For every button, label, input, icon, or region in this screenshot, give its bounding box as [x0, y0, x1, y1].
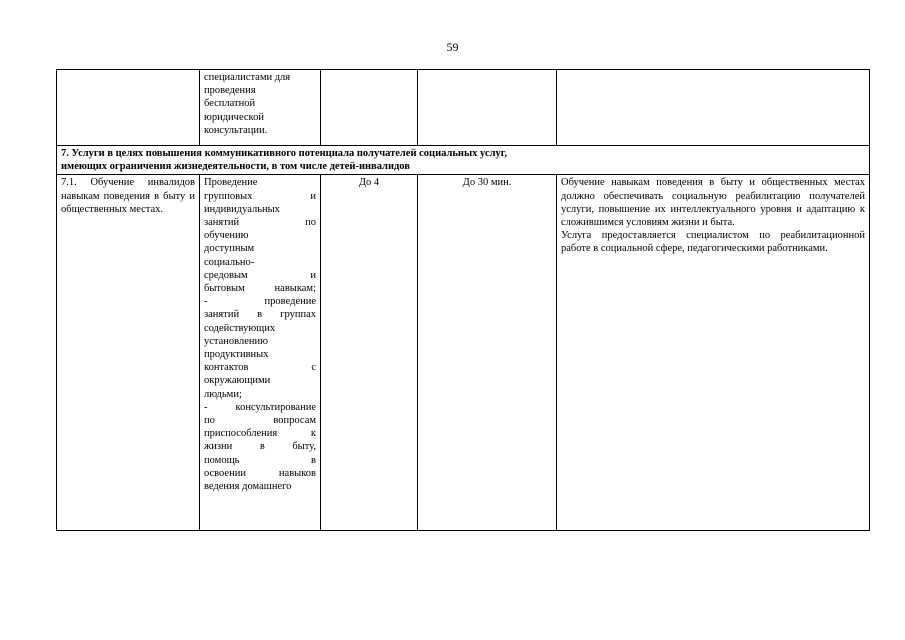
description-line: продуктивных [204, 349, 269, 361]
description-line: контактов с [204, 362, 316, 374]
description-line: - проведение [204, 296, 316, 308]
description-line: установлению [204, 335, 268, 347]
description-line: бытовым навыкам; [204, 283, 316, 295]
description-line: окружающими [204, 375, 271, 387]
description-line: содействующих [204, 322, 276, 334]
section-heading [57, 146, 870, 175]
indicator-paragraph-1: Обучение навыкам поведения в быту и общественных местах должно обеспечивать социальную реабилитацию получателей услуги, повышение их интеллектуального уровня и адаптацию к сложившимся условиям жизни и быта. [561, 177, 865, 229]
description-line: Проведение [204, 177, 258, 189]
description-line: социально- [204, 256, 255, 268]
description-line: индивидуальных [204, 203, 280, 215]
section-heading-row [57, 146, 870, 175]
section-title-line-1: 7. Услуги в целях повышения коммуникативного потенциала получателей социальных услуг, [61, 148, 507, 159]
description-line: помощь в [204, 454, 316, 466]
description-line: доступным [204, 243, 255, 255]
description-line: обучению [204, 230, 249, 242]
continued-row [57, 70, 870, 146]
continued-cell-5 [557, 70, 870, 146]
service-name-cell: 7.1. Обучение инвалидов навыкам поведения в быту и общественных местах. [57, 175, 200, 531]
services-table [56, 69, 870, 531]
service-description-lines [204, 176, 316, 493]
description-line: занятий по [204, 217, 316, 229]
indicator-paragraph-2: Услуга предоставляется специалистом по реабилитационной работе в социальной сфере, педагогическими работниками. [561, 230, 865, 255]
continued-cell-4 [418, 70, 557, 146]
service-description-cell [200, 175, 321, 531]
quantity-cell: До 4 [321, 175, 418, 531]
indicator-cell [557, 175, 870, 531]
description-line: - консультирование [204, 401, 316, 413]
description-line: занятий в группах [204, 309, 316, 321]
description-line: средовым и [204, 269, 316, 281]
page-number: 59 [446, 40, 459, 54]
description-line: жизни в быту, [204, 441, 316, 453]
continued-cell-1 [57, 70, 200, 146]
duration-cell: До 30 мин. [418, 175, 557, 531]
description-line: групповых и [204, 190, 316, 202]
description-line: по вопросам [204, 415, 316, 427]
continued-cell-2: специалистами для проведения бесплатной юридической консультации. [200, 70, 321, 146]
service-row [57, 175, 870, 531]
description-line: освоении навыков [204, 467, 316, 479]
description-line: ведения домашнего [204, 481, 292, 493]
description-line: людьми; [204, 388, 242, 400]
continued-cell-3 [321, 70, 418, 146]
description-line: приспособления к [204, 428, 316, 440]
section-title-line-2: имеющих ограничения жизнедеятельности, в том числе детей-инвалидов [61, 161, 410, 173]
